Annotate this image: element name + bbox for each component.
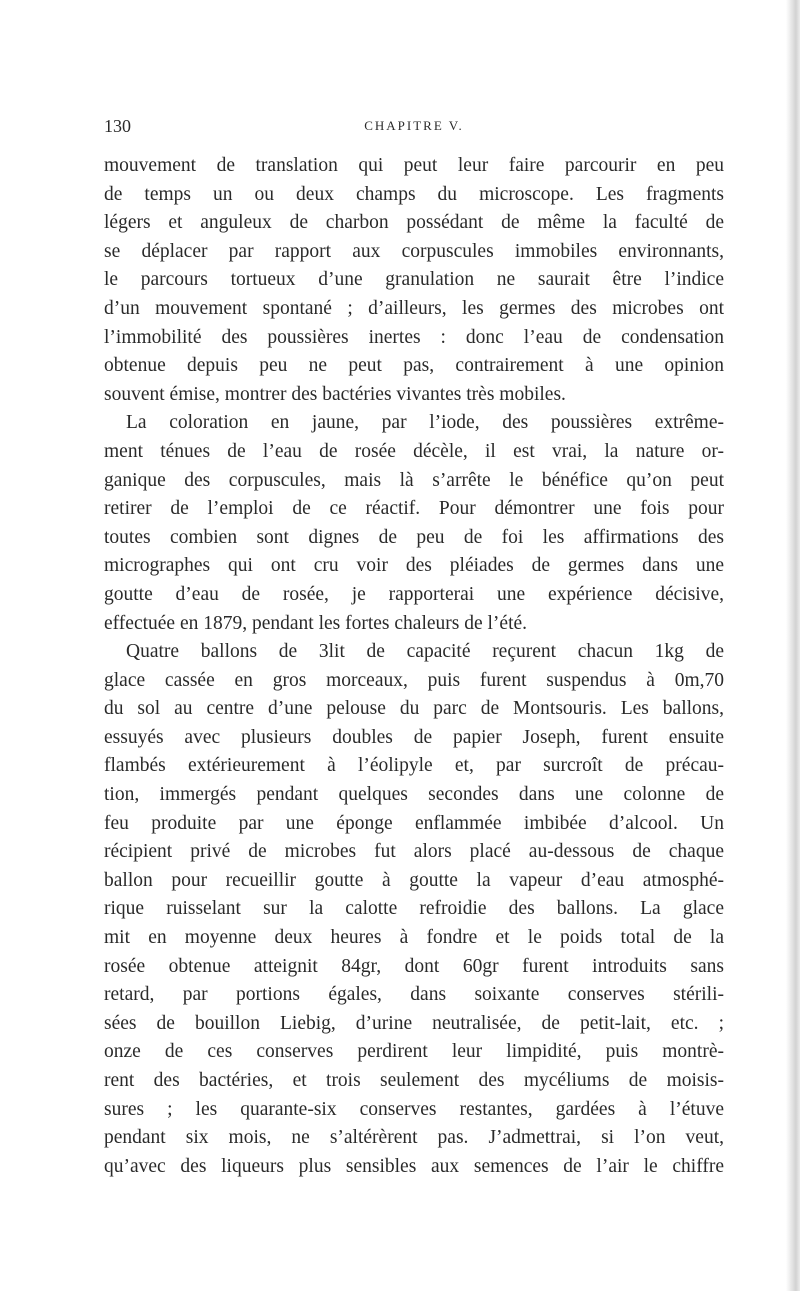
text-line: rique ruisselant sur la calotte refroidie des ballons. La glace <box>104 898 724 920</box>
text-line: de temps un ou deux champs du microscope. Les fragments <box>104 183 724 205</box>
page-edge-shadow <box>786 0 800 1291</box>
text-line: effectuée en 1879, pendant les fortes chaleurs de l’été. <box>104 612 528 634</box>
text-line: récipient privé de microbes fut alors placé au-dessous de chaque <box>104 841 724 863</box>
text-line: l’immobilité des poussières inertes : donc l’eau de condensation <box>104 326 724 348</box>
text-line: d’un mouvement spontané ; d’ailleurs, les germes des microbes ont <box>104 297 724 319</box>
text-line: mit en moyenne deux heures à fondre et le poids total de la <box>104 927 724 949</box>
text-line: glace cassée en gros morceaux, puis furent suspendus à 0m,70 <box>104 669 724 691</box>
text-line: ballon pour recueillir goutte à goutte la vapeur d’eau atmosphé- <box>104 869 724 891</box>
text-line: du sol au centre d’une pelouse du parc de Montsouris. Les ballons, <box>104 698 724 720</box>
text-line: goutte d’eau de rosée, je rapporterai une expérience décisive, <box>104 583 724 605</box>
text-line: souvent émise, montrer des bactéries vivantes très mobiles. <box>104 383 566 405</box>
text-line: ganique des corpuscules, mais là s’arrête le bénéfice qu’on peut <box>104 469 724 491</box>
text-line: onze de ces conserves perdirent leur limpidité, puis montrè- <box>104 1041 724 1063</box>
page-number: 130 <box>104 116 131 136</box>
text-line: ment ténues de l’eau de rosée décèle, il est vrai, la nature or- <box>104 440 724 462</box>
running-header <box>104 116 724 140</box>
text-line: sées de bouillon Liebig, d’urine neutralisée, de petit-lait, etc. ; <box>104 1012 724 1034</box>
body-text <box>104 152 724 1181</box>
text-line: le parcours tortueux d’une granulation ne saurait être l’indice <box>104 269 724 291</box>
text-line: essuyés avec plusieurs doubles de papier Joseph, furent ensuite <box>104 726 724 748</box>
text-line: rosée obtenue atteignit 84gr, dont 60gr furent introduits sans <box>104 955 724 977</box>
text-line: toutes combien sont dignes de peu de foi les affirmations des <box>104 526 724 548</box>
text-line: rent des bactéries, et trois seulement des mycéliums de moisis- <box>104 1070 724 1091</box>
text-line: obtenue depuis peu ne peut pas, contrairement à une opinion <box>104 355 724 377</box>
text-line: mouvement de translation qui peut leur faire parcourir en peu <box>104 155 724 176</box>
text-line: Quatre ballons de 3lit de capacité reçurent chacun 1kg de <box>126 641 724 663</box>
text-line: se déplacer par rapport aux corpuscules immobiles environnants, <box>104 240 724 262</box>
text-line: micrographes qui ont cru voir des pléiades de germes dans une <box>104 555 724 577</box>
text-line: pendant six mois, ne s’altérèrent pas. J’admettrai, si l’on veut, <box>104 1127 724 1149</box>
text-line: légers et anguleux de charbon possédant de même la faculté de <box>104 212 724 234</box>
text-line: La coloration en jaune, par l’iode, des poussières extrême- <box>126 412 724 434</box>
text-line: flambés extérieurement à l’éolipyle et, par surcroît de précau- <box>104 755 724 777</box>
text-line: qu’avec des liqueurs plus sensibles aux semences de l’air le chiffre <box>104 1155 724 1177</box>
text-line: retirer de l’emploi de ce réactif. Pour démontrer une fois pour <box>104 498 724 520</box>
text-line: feu produite par une éponge enflammée imbibée d’alcool. Un <box>104 812 724 834</box>
chapter-title: CHAPITRE V. <box>364 118 464 133</box>
text-line: tion, immergés pendant quelques secondes dans une colonne de <box>104 784 724 806</box>
text-line: sures ; les quarante-six conserves restantes, gardées à l’étuve <box>104 1098 724 1120</box>
text-line: retard, par portions égales, dans soixante conserves stérili- <box>104 984 724 1006</box>
